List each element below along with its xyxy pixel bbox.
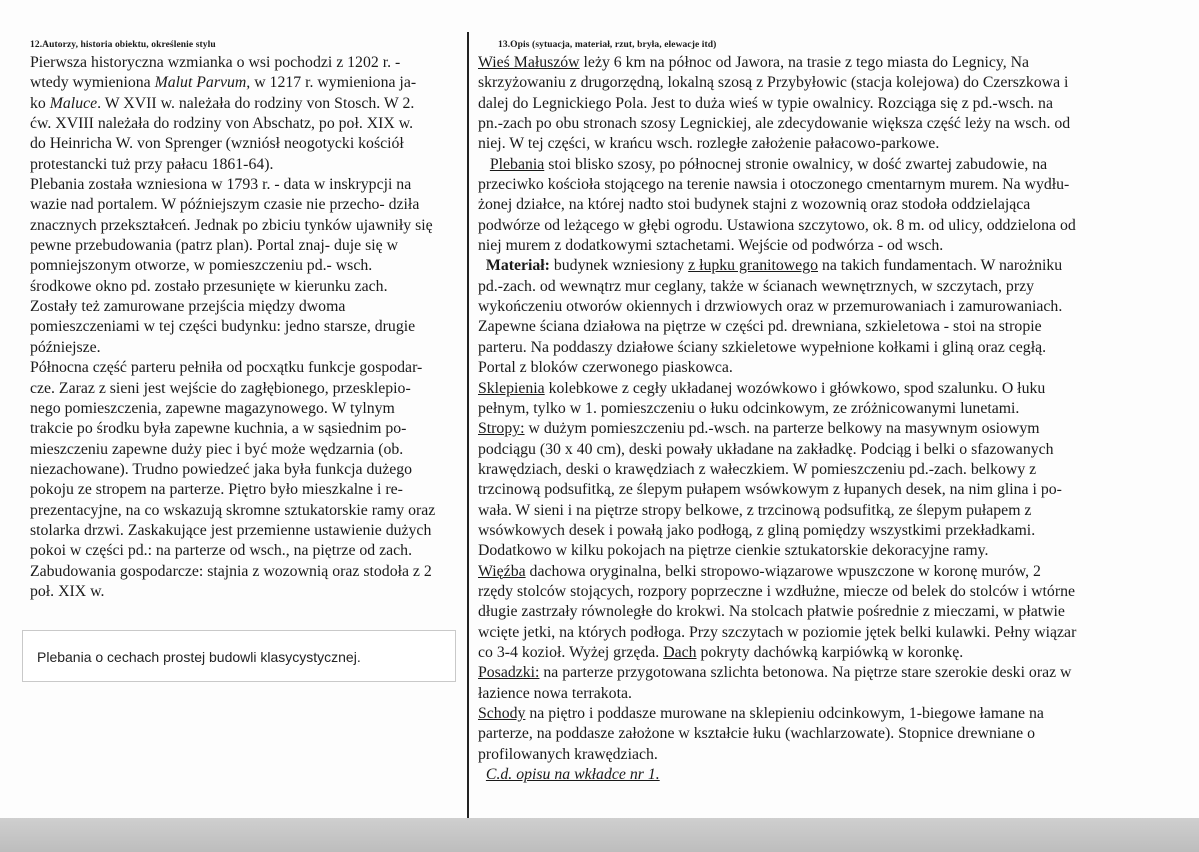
history-line: środkowe okno pd. zostało przesunięte w kierunku zach. xyxy=(30,277,388,295)
history-line: stolarka drzwi. Zaskakujące jest przemienne ustawienie dużych xyxy=(30,521,432,539)
description-line: Dodatkowo w kilku pokojach na piętrze cienkie sztukatorskie dekoracyjne ramy. xyxy=(478,542,989,560)
description-text-fragment: na piętro i poddasze murowane na sklepieniu odcinkowym, 1-biegowe łamane na xyxy=(525,705,1044,722)
history-line: wazie nad portalem. W późniejszym czasie nie przecho- dziła xyxy=(30,196,420,214)
description-line: Zapewne ściana działowa na piętrze w części pd. drewniana, szkieletowa - stoi na stropie xyxy=(478,318,1042,336)
description-text-fragment: pokryty dachówką karpiówką w koronkę. xyxy=(696,643,964,661)
history-line xyxy=(30,94,462,114)
history-line: prezentacyjne, na co wskazują skromne sztukatorskie ramy oraz xyxy=(30,501,436,519)
description-line: żonej działce, na której nadto stoi budynek stajni z wozownią oraz stodoła oddzielająca xyxy=(478,196,1031,214)
description-line xyxy=(478,663,1178,683)
description-line: skrzyżowaniu z drugorzędną, lokalną szosą z Przybyłowic (stacja kolejowa) do Czerszkowa i xyxy=(478,74,1069,92)
history-line: poł. XIX w. xyxy=(30,582,105,600)
history-line: Plebania została wzniesiona w 1793 r. - data w inskrypcji na xyxy=(30,176,412,194)
description-line: przeciwko kościoła stojącego na terenie nawsia i otoczonego cmentarnym murem. Na wydłu- xyxy=(478,176,1070,194)
topic-stropy: Stropy: xyxy=(478,420,525,438)
history-line: do Heinricha W. von Sprenger (wzniósł neogotycki kościół xyxy=(30,135,404,153)
topic-wiezba: Więźba xyxy=(478,562,526,580)
description-line: pn.-zach po obu stronach szosy Legnickiej, ale zdecydowanie większa część leży na wsch. od xyxy=(478,115,1071,133)
history-text-fragment: . W XVII w. należała do rodziny von Stosch. W 2. xyxy=(97,94,415,112)
description-line: trzcinową podsufitką, ze ślepym pułapem wsówkowym z łupanych desek, na nim glina i po- xyxy=(478,481,1062,499)
history-line: mieszczeniu zapewne duży piec i być może wędzarnia (ob. xyxy=(30,440,404,458)
history-line: Zabudowania gospodarcze: stajnia z wozownią oraz stodoła z 2 xyxy=(30,562,432,580)
history-line: Zostały też zamurowane przejścia między dwoma xyxy=(30,298,346,316)
history-text-fragment: w 1217 r. wymieniona ja- xyxy=(250,74,417,92)
style-summary-text: Plebania o cechach prostej budowli klasycystycznej. xyxy=(37,649,361,665)
continuation-note: C.d. opisu na wkładce nr 1. xyxy=(485,766,660,784)
history-line: późniejsze. xyxy=(30,338,101,356)
description-line: profilowanych krawędziach. xyxy=(478,745,658,763)
history-line: znacznych przekształceń. Jednak po zbiciu tynków ujawniły się xyxy=(30,216,433,234)
description-line: podciągu (30 x 40 cm), deski powały układane na zakładkę. Podciąg i belki o sfazowanych xyxy=(478,440,1054,458)
description-line: wcięte jetki, na których podłoga. Przy szczytach w poziomie jętek belki kulawki. Pełny wiązar xyxy=(478,623,1077,641)
description-text-fragment: na takich fundamentach. W narożniku xyxy=(818,257,1063,275)
description-line: parterze, na poddasze założone w kształcie łuku (wachlarzowate). Stopnice drewniane o xyxy=(478,725,1036,743)
description-line: parteru. Na poddaszy działowe ściany szkieletowe wypełnione kołkami i gliną oraz cegłą. xyxy=(478,338,1047,356)
description-line xyxy=(478,379,1178,399)
topic-sklepienia: Sklepienia xyxy=(478,379,545,397)
description-line xyxy=(478,155,1178,175)
latin-name-maluce: Maluce xyxy=(49,94,98,112)
description-text-fragment: kolebkowe z cegły układanej wozówkowo i główkowo, spod szalunku. O łuku xyxy=(544,379,1046,397)
scan-bottom-band xyxy=(0,818,1199,852)
description-line: wykończeniu otworów okiennych i drzwiowych oraz w przemurowaniach i zamurowaniach. xyxy=(478,298,1063,316)
topic-material: Materiał: xyxy=(485,257,550,275)
description-line: Portal z bloków czerwonego piaskowca. xyxy=(478,359,733,377)
history-line: pewne przebudowania (patrz plan). Portal znaj- duje się w xyxy=(30,237,399,255)
history-text-fragment: ko xyxy=(30,94,50,112)
description-text-fragment: na parterze przygotowana szlichta betonowa. Na piętrze stare szerokie deski oraz w xyxy=(539,664,1072,682)
description-line: długie zastrzały równoległe do krokwi. Na stolcach płatwie pośrednie z mieczami, w płatwie xyxy=(478,603,1065,621)
history-line: ćw. XVIII należała do rodziny von Abschatz, po poł. XIX w. xyxy=(30,115,414,133)
topic-wies-maluszow: Wieś Małuszów xyxy=(478,54,580,71)
description-line: niej murem z dodatkowymi sztachetami. Wejście od podwórza - od wsch. xyxy=(478,237,944,255)
topic-posadzki: Posadzki: xyxy=(478,664,540,682)
history-line: pomieszczeniami w tej części budynku: jedno starsze, drugie xyxy=(30,318,416,336)
description-line: krawędziach, deski o krawędziach z wałeczkiem. W pomieszczeniu pd.-zach. belkowy z xyxy=(478,460,1037,478)
topic-schody: Schody xyxy=(478,705,526,722)
history-column xyxy=(30,40,462,602)
history-line: pokoi w części pd.: na parterze od wsch., na piętrze od zach. xyxy=(30,542,413,560)
history-text xyxy=(30,53,462,602)
style-summary-box xyxy=(22,630,456,682)
description-text xyxy=(478,53,1178,785)
description-text-fragment: co 3-4 kozioł. Wyżej grzęda. xyxy=(478,643,664,661)
latin-name-malut-parvum: Malut Parvum, xyxy=(154,74,251,92)
description-text-fragment: leży 6 km na północ od Jawora, na trasie z tego miasta do Legnicy, Na xyxy=(579,54,1030,71)
history-line: nego pomieszczenia, zapewne magazynowego. W tylnym xyxy=(30,399,395,417)
history-line: protestancki tuż przy pałacu 1861-64). xyxy=(30,155,274,173)
description-text-fragment: budynek wzniesiony xyxy=(549,257,689,275)
history-line: niezachowane). Trudno powiedzeć jaka była funkcja dużego xyxy=(30,460,413,478)
description-line xyxy=(478,562,1178,582)
description-text-fragment: stoi blisko szosy, po północnej stronie owalnicy, w dość zwartej zabudowie, na xyxy=(544,155,1048,173)
history-line: trakcie po środku była zapewne kuchnia, a w sąsiednim po- xyxy=(30,420,407,438)
history-text-fragment: wtedy wymieniona xyxy=(30,74,155,92)
granite-slate-phrase: z łupku granitowego xyxy=(688,257,818,275)
description-line: dalej do Legnickiego Pola. Jest to duża wieś w typie owalnicy. Rozciąga się z pd.-wsch. na xyxy=(478,94,1053,112)
description-line xyxy=(478,256,1178,276)
description-line: wsówkowych desek i powałą jako podłogą, z gliną pomiędzy wszystkimi przekładkami. xyxy=(478,521,1036,539)
description-line xyxy=(478,419,1178,439)
description-line xyxy=(478,765,1178,785)
history-line: pokoju ze stropem na parterze. Piętro było mieszkalne i re- xyxy=(30,481,403,499)
description-text-fragment: dachowa oryginalna, belki stropowo-wiązarowe wpuszczone w koronę murów, 2 xyxy=(525,562,1041,580)
description-line: niej. W tej części, w krańcu wsch. rozległe założenie pałacowo-parkowe. xyxy=(478,135,940,153)
history-line xyxy=(30,73,462,93)
description-section-header: 13.Opis (sytuacja, materiał, rzut, bryła, elewacje itd) xyxy=(498,40,717,50)
description-line: rzędy stolców stojących, rozpory poprzeczne i wzdłużne, miecze od belek do stolców i wtórne xyxy=(478,582,1075,600)
description-text-fragment: w dużym pomieszczeniu pd.-wsch. na parterze belkowy na masywnym osiowym xyxy=(524,420,1040,438)
description-line xyxy=(478,704,1178,724)
topic-plebania: Plebania xyxy=(489,155,545,173)
history-line: cze. Zaraz z sieni jest wejście do zagłębionego, przesklepio- xyxy=(30,379,411,397)
description-line: wała. W sieni i na piętrze stropy belkowe, z trzcinową podsufitką, ze ślepym pułapem z xyxy=(478,501,1032,519)
description-line: pełnym, tylko w 1. pomieszczeniu o łuku odcinkowym, ze zróżnicowanymi lunetami. xyxy=(478,399,1020,417)
history-line: Północna część parteru pełniła od pocxątku funkcje gospodar- xyxy=(30,359,423,377)
description-line: podwórze od leżącego w głębi ogrodu. Ustawiona szczytowo, ok. 8 m. od ulicy, oddzielona od xyxy=(478,216,1076,234)
history-section-header: 12.Autorzy, historia obiektu, określenie stylu xyxy=(30,40,216,50)
description-line xyxy=(478,643,1178,663)
history-line: pomniejszonym otworze, w pomieszczeniu pd.- wsch. xyxy=(30,257,373,275)
column-divider xyxy=(467,32,469,818)
history-line: Pierwsza historyczna wzmianka o wsi pochodzi z 1202 r. - xyxy=(30,54,401,71)
description-line xyxy=(478,53,1178,73)
topic-dach: Dach xyxy=(663,643,697,661)
description-line: pd.-zach. od wewnątrz mur ceglany, także w ścianach wewnętrznych, w szczytach, przy xyxy=(478,277,1034,295)
description-column xyxy=(478,40,1178,785)
description-line: łazience nowa terrakota. xyxy=(478,684,632,702)
